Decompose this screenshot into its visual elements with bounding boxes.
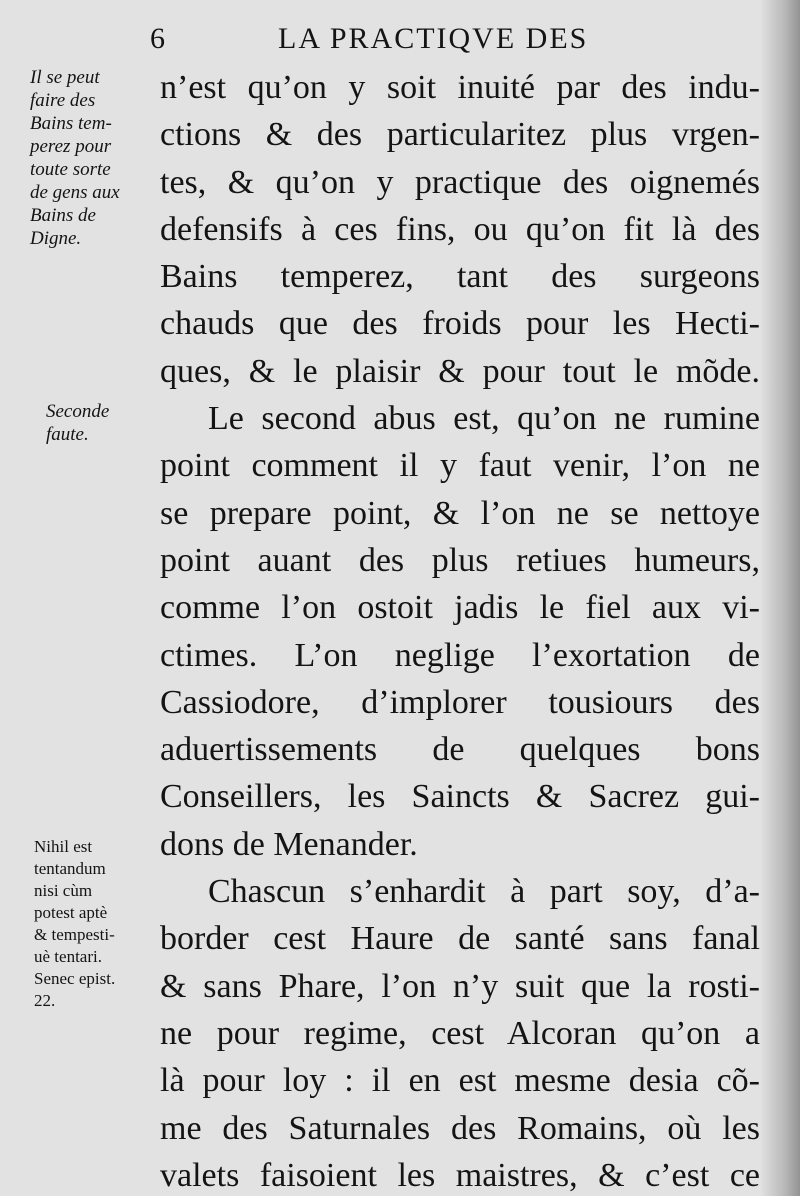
- marginal-line: Bains tem-: [30, 113, 112, 134]
- text-line: me des Saturnales des Romains, où les: [160, 1109, 760, 1147]
- marginal-line: Nihil est: [34, 837, 93, 856]
- marginal-line: potest aptè: [34, 903, 108, 922]
- marginal-line: Senec epist.: [34, 969, 116, 988]
- running-title: LA PRACTIQVE DES: [278, 22, 589, 55]
- text-line: Cassiodore, d’implorer tousiours des: [160, 683, 760, 721]
- marginal-note-seneca: [34, 836, 162, 1012]
- marginal-line: perez pour: [30, 136, 112, 157]
- text-line: ne pour regime, cest Alcoran qu’on a: [160, 1014, 760, 1052]
- text-line: & sans Phare, l’on n’y suit que la rosti-: [160, 967, 760, 1005]
- marginal-note-baths: [30, 66, 158, 250]
- marginal-line: Bains de: [30, 205, 96, 226]
- marginal-note-second-fault: [46, 400, 174, 446]
- text-line: se prepare point, & l’on ne se nettoye: [160, 494, 760, 532]
- text-line: ctions & des particularitez plus vrgen-: [160, 116, 760, 154]
- marginal-line: toute sorte: [30, 159, 111, 180]
- text-line: point auant des plus retiues humeurs,: [160, 541, 760, 579]
- marginal-line: faire des: [30, 90, 96, 111]
- text-line: aduertissements de quelques bons: [160, 731, 760, 769]
- text-line: ques, & le plaisir & pour tout le mõde.: [160, 352, 760, 390]
- body-text: [160, 64, 760, 1196]
- marginal-line: 22.: [34, 991, 56, 1010]
- marginal-line: uè tentari.: [34, 947, 102, 966]
- marginal-line: Digne.: [30, 228, 82, 249]
- text-line: Bains temperez, tant des surgeons: [160, 258, 760, 296]
- text-line: Le second abus est, qu’on ne rumine: [208, 400, 760, 438]
- page-header: [150, 22, 770, 62]
- marginal-line: faute.: [46, 424, 89, 445]
- text-line: tes, & qu’on y practique des oignemés: [160, 163, 760, 201]
- text-line: defensifs à ces fins, ou qu’on fit là des: [160, 210, 760, 248]
- text-line: Conseillers, les Saincts & Sacrez gui-: [160, 778, 760, 816]
- text-line: Chascun s’enhardit à part soy, d’a-: [208, 873, 760, 911]
- marginal-line: & tempesti-: [34, 925, 115, 944]
- text-line: là pour loy : il en est mesme desia cõ-: [160, 1062, 760, 1100]
- marginal-line: Il se peut: [30, 67, 100, 88]
- marginal-line: de gens aux: [30, 182, 120, 203]
- text-line: chauds que des froids pour les Hecti-: [160, 305, 760, 343]
- marginal-line: tentandum: [34, 859, 106, 878]
- page-number: 6: [150, 22, 165, 55]
- text-line: ctimes. L’on neglige l’exortation de: [160, 636, 760, 674]
- text-line: dons de Menander.: [160, 825, 418, 863]
- marginal-line: Seconde: [46, 401, 110, 422]
- text-line: point comment il y faut venir, l’on ne: [160, 447, 760, 485]
- marginal-line: nisi cùm: [34, 881, 93, 900]
- page-gutter-shadow: [760, 0, 800, 1196]
- text-line: comme l’on ostoit jadis le fiel aux vi-: [160, 589, 760, 627]
- text-line: n’est qu’on y soit inuité par des indu-: [160, 69, 760, 106]
- text-line: border cest Haure de santé sans fanal: [160, 920, 760, 958]
- text-line: valets faisoient les maistres, & c’est ce: [160, 1156, 760, 1194]
